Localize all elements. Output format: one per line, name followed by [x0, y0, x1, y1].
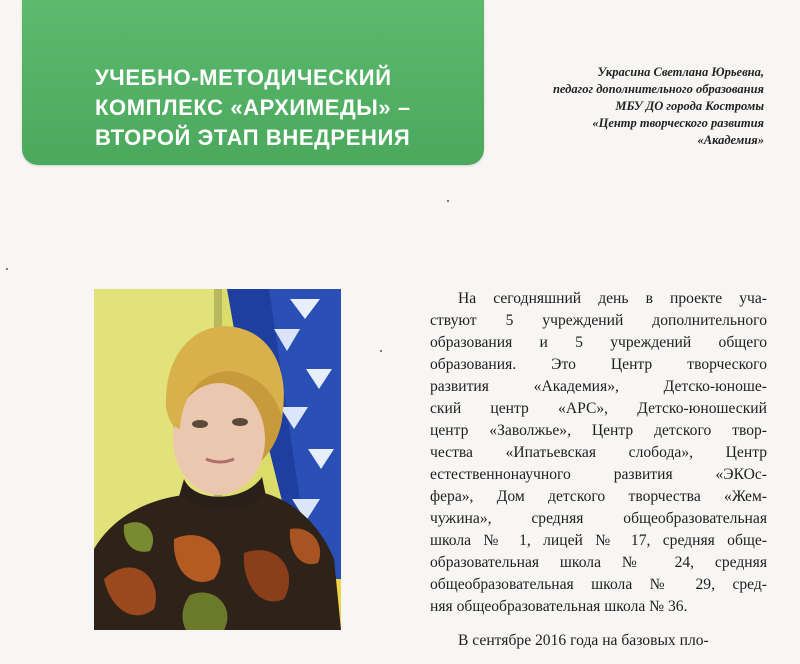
text-line: няя общеобразовательная школа № 36.: [430, 598, 688, 615]
author-block: [464, 64, 764, 149]
text-line: школа № 1, лицей № 17, средняя обще-: [430, 532, 767, 549]
print-speck: [447, 200, 449, 202]
author-name: Украсина Светлана Юрьевна,: [597, 65, 764, 79]
title-line: ВТОРОЙ ЭТАП ВНЕДРЕНИЯ: [95, 125, 411, 150]
article-body: [430, 288, 767, 664]
print-speck: [380, 350, 382, 352]
print-speck: [6, 268, 8, 270]
author-photo: [94, 289, 341, 630]
text-line: центр «Заволжье», Центр детского твор-: [430, 422, 767, 439]
article-paragraph: [430, 630, 767, 652]
text-line: образования и 5 учреждений общего: [430, 334, 767, 351]
text-line: чества «Ипатьевская слобода», Центр: [430, 444, 767, 461]
text-line: В сентябре 2016 года на базовых пло-: [458, 632, 709, 649]
text-line: образования. Это Центр творческого: [430, 356, 767, 373]
text-line: развития «Академия», Детско-юноше-: [430, 378, 767, 395]
text-line: естественнонаучного развития «ЭКОс-: [430, 466, 767, 483]
text-line: На сегодняшний день в проекте уча-: [458, 290, 767, 307]
portrait-image: [94, 289, 341, 630]
title-line: УЧЕБНО-МЕТОДИЧЕСКИЙ: [95, 65, 392, 90]
article-title: [95, 63, 455, 153]
text-line: ский центр «АРС», Детско-юношеский: [430, 400, 767, 417]
title-line: КОМПЛЕКС «АРХИМЕДЫ» –: [95, 95, 411, 120]
article-paragraph: [430, 288, 767, 618]
text-line: фера», Дом детского творчества «Жем-: [430, 488, 767, 505]
author-organization: «Академия»: [697, 133, 764, 147]
text-line: чужина», средняя общеобразовательная: [430, 510, 767, 527]
author-organization: «Центр творческого развития: [592, 116, 764, 130]
author-organization: МБУ ДО города Костромы: [615, 99, 764, 113]
author-position: педагог дополнительного образования: [552, 82, 764, 96]
text-line: образовательная школа № 24, средняя: [430, 554, 767, 571]
text-line: общеобразовательная школа № 29, сред-: [430, 576, 767, 593]
text-line: ствуют 5 учреждений дополнительного: [430, 312, 767, 329]
